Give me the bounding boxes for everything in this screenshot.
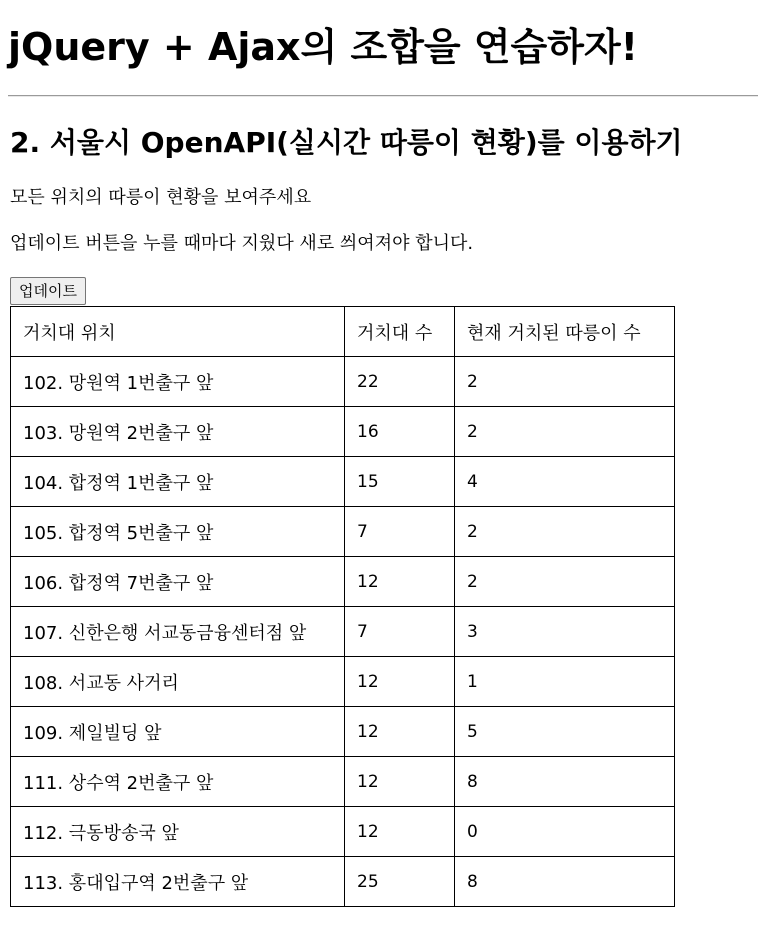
parked-bike-count-cell: 5 xyxy=(455,707,675,757)
station-location-cell: 103. 망원역 2번출구 앞 xyxy=(11,407,345,457)
table-row xyxy=(11,757,675,807)
station-location-cell: 107. 신한은행 서교동금융센터점 앞 xyxy=(11,607,345,657)
table-row xyxy=(11,707,675,757)
station-location-cell: 109. 제일빌딩 앞 xyxy=(11,707,345,757)
table-row xyxy=(11,657,675,707)
station-location-cell: 104. 합정역 1번출구 앞 xyxy=(11,457,345,507)
rack-count-cell: 16 xyxy=(345,407,455,457)
rack-count-cell: 12 xyxy=(345,707,455,757)
rack-count-cell: 12 xyxy=(345,807,455,857)
bike-station-table xyxy=(10,306,675,907)
station-location-cell: 111. 상수역 2번출구 앞 xyxy=(11,757,345,807)
rack-count-cell: 12 xyxy=(345,757,455,807)
divider xyxy=(8,95,758,97)
description-text-2: 업데이트 버튼을 누를 때마다 지웠다 새로 씌여져야 합니다. xyxy=(10,233,474,254)
rack-count-cell: 22 xyxy=(345,357,455,407)
parked-bike-count-cell: 2 xyxy=(455,357,675,407)
description-text-1: 모든 위치의 따릉이 현황을 보여주세요 xyxy=(10,187,312,208)
parked-bike-count-cell: 0 xyxy=(455,807,675,857)
table-row xyxy=(11,857,675,907)
table-body xyxy=(11,357,675,907)
parked-bike-count-cell: 8 xyxy=(455,757,675,807)
table-row xyxy=(11,357,675,407)
station-location-cell: 108. 서교동 사거리 xyxy=(11,657,345,707)
table-row xyxy=(11,607,675,657)
table-header-row xyxy=(11,307,675,357)
rack-count-cell: 7 xyxy=(345,507,455,557)
parked-bike-count-cell: 1 xyxy=(455,657,675,707)
rack-count-cell: 25 xyxy=(345,857,455,907)
station-location-cell: 106. 합정역 7번출구 앞 xyxy=(11,557,345,607)
table-row xyxy=(11,807,675,857)
parked-bike-count-cell: 4 xyxy=(455,457,675,507)
parked-bike-count-cell: 2 xyxy=(455,507,675,557)
station-location-cell: 112. 극동방송국 앞 xyxy=(11,807,345,857)
station-location-cell: 102. 망원역 1번출구 앞 xyxy=(11,357,345,407)
parked-bike-count-cell: 2 xyxy=(455,557,675,607)
rack-count-cell: 7 xyxy=(345,607,455,657)
rack-count-cell: 12 xyxy=(345,657,455,707)
header-rack-count: 거치대 수 xyxy=(345,307,455,357)
station-location-cell: 113. 홍대입구역 2번출구 앞 xyxy=(11,857,345,907)
parked-bike-count-cell: 3 xyxy=(455,607,675,657)
table-row xyxy=(11,507,675,557)
table-row xyxy=(11,457,675,507)
table-row xyxy=(11,557,675,607)
rack-count-cell: 15 xyxy=(345,457,455,507)
update-button[interactable]: 업데이트 xyxy=(10,277,86,305)
station-location-cell: 105. 합정역 5번출구 앞 xyxy=(11,507,345,557)
table-row xyxy=(11,407,675,457)
header-station-location: 거치대 위치 xyxy=(11,307,345,357)
header-parked-bike-count: 현재 거치된 따릉이 수 xyxy=(455,307,675,357)
section-title: 2. 서울시 OpenAPI(실시간 따릉이 현황)를 이용하기 xyxy=(10,126,683,159)
parked-bike-count-cell: 2 xyxy=(455,407,675,457)
parked-bike-count-cell: 8 xyxy=(455,857,675,907)
page-title: jQuery + Ajax의 조합을 연습하자! xyxy=(8,25,639,69)
rack-count-cell: 12 xyxy=(345,557,455,607)
